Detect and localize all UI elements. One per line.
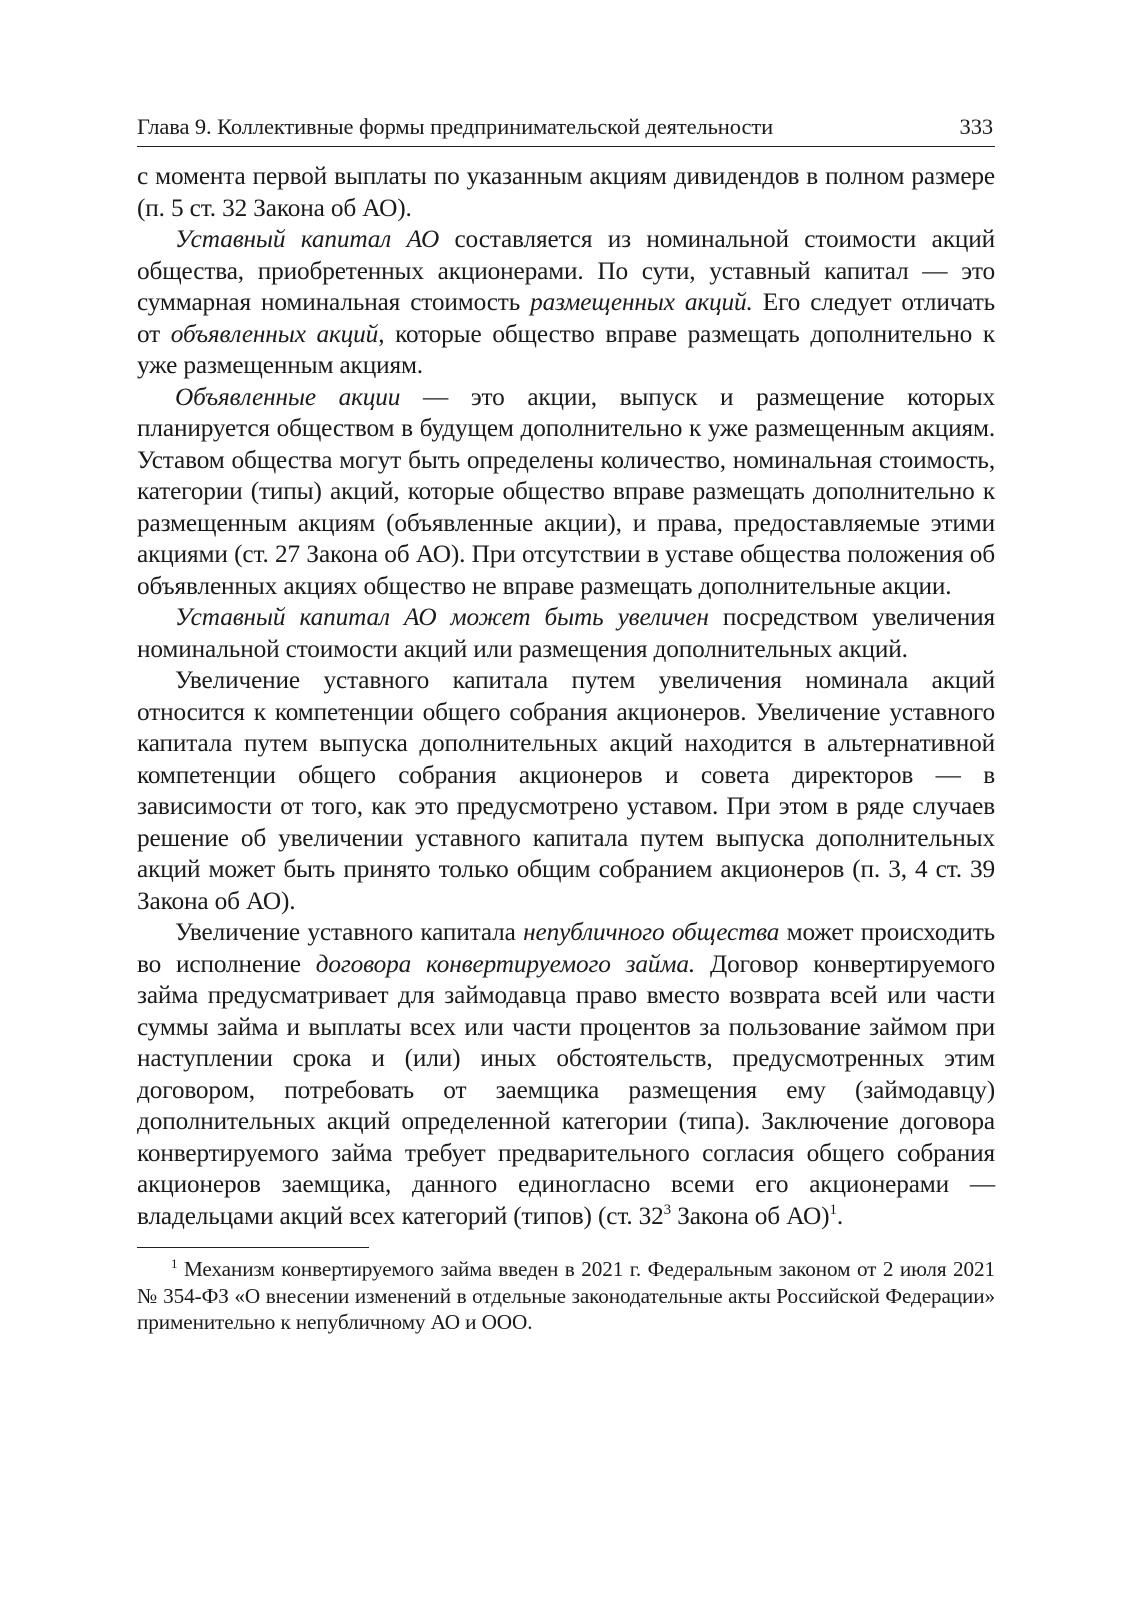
paragraph-2-text-b: Его следует отличать от [137, 288, 996, 348]
term-non-public-company: непубличного общества [523, 918, 780, 946]
paragraph-6-text-a: Увеличение уставного капитала [175, 918, 524, 946]
paragraph-4-text: посредством увеличения номинальной стоимости акций или размещения дополнительных акций. [137, 603, 995, 663]
paragraph-6-text-b: может происходить во исполнение [137, 918, 995, 978]
paragraph-1 [137, 161, 995, 224]
term-charter-capital: Уставный капитал АО [175, 225, 440, 253]
page-number: 333 [959, 114, 993, 139]
term-declared-shares: объявленных акций [170, 319, 379, 348]
main-text [137, 161, 995, 1232]
footnote-text: Механизм конвертируемого займа введен в 2021 г. Федеральным законом от 2 июля 2021 № 354-ФЗ «О внесении изменений в отдельные законодательные акты Российской Федерации» применительно к непубличному АО и ООО. [137, 1257, 995, 1334]
document-page [137, 112, 995, 1336]
paragraph-1-text: с момента первой выплаты по указанным акциям дивидендов в полном размере (п. 5 ст. 32 Закона об АО). [137, 162, 995, 222]
paragraph-6-end: . [836, 1201, 843, 1230]
footnote-1 [137, 1256, 995, 1336]
footnote-reference[interactable]: 1 [829, 1201, 837, 1218]
paragraph-3 [137, 382, 995, 603]
chapter-title: Глава 9. Коллективные формы предпринимательской деятельности [137, 114, 774, 139]
paragraph-3-text: — это акции, выпуск и размещение которых планируется обществом в будущем дополнительно к уже размещенным акциям. Уставом общества могут быть определены количество, номинальная стоимость, категории (типы) акций, которые общество вправе размещать дополнительно к размещенным акциям (объявленные акции), и права, предоставляемые этими акциями (ст. 27 Закона об АО). При отсутствии в уставе общества положения об объявленных акциях общество не вправе размещать дополнительные акции. [137, 382, 996, 600]
paragraph-2-text-c: , которые общество вправе размещать дополнительно к уже размещенным акциям. [137, 319, 995, 379]
paragraph-2 [137, 224, 995, 382]
footnote-marker: 1 [171, 1256, 178, 1271]
footnotes [137, 1256, 995, 1336]
running-header [137, 112, 995, 147]
term-convertible-loan: договора конвертируемого займа. [315, 949, 696, 978]
term-capital-increase: Уставный капитал АО может быть увеличен [175, 603, 709, 631]
paragraph-2-text-a: составляется из номинальной стоимости акций общества, приобретенных акционерами. По сути, уставный капитал — это суммарная номинальная стоимость [137, 225, 996, 316]
term-placed-shares: размещенных акций. [530, 288, 753, 316]
paragraph-6 [137, 917, 995, 1232]
paragraph-5-text: Увеличение уставного капитала путем увеличения номинала акций относится к компетенции общего собрания акционеров. Увеличение уставного капитала путем выпуска дополнительных акций находится в альтернативной компетенции общего собрания акционеров и совета директоров — в зависимости от того, как это предусмотрено уставом. При этом в ряде случаев решение об увеличении уставного капитала путем выпуска дополнительных акций может быть принято только общим собранием акционеров (п. 3, 4 ст. 39 Закона об АО). [137, 666, 995, 915]
paragraph-5 [137, 665, 995, 917]
paragraph-4 [137, 602, 995, 665]
article-superscript: 3 [663, 1201, 672, 1218]
term-declared-shares-def: Объявленные акции [175, 382, 401, 411]
paragraph-6-text-d: Закона об АО) [671, 1201, 830, 1230]
footnote-divider [137, 1247, 369, 1248]
paragraph-6-text-c: Договор конвертируемого займа предусматривает для займодавца право вместо возврата всей или части суммы займа и выплаты всех или части процентов за пользование займом при наступлении срока и (или) иных обстоятельств, предусмотренных этим договором, потребовать от заемщика размещения ему (займодавцу) дополнительных акций определенной категории (типа). Заключение договора конвертируемого займа требует предварительного согласия общего собрания акционеров заемщика, данного единогласно всеми его акционерами — владельцами акций всех категорий (типов) (ст. 32 [137, 949, 996, 1230]
